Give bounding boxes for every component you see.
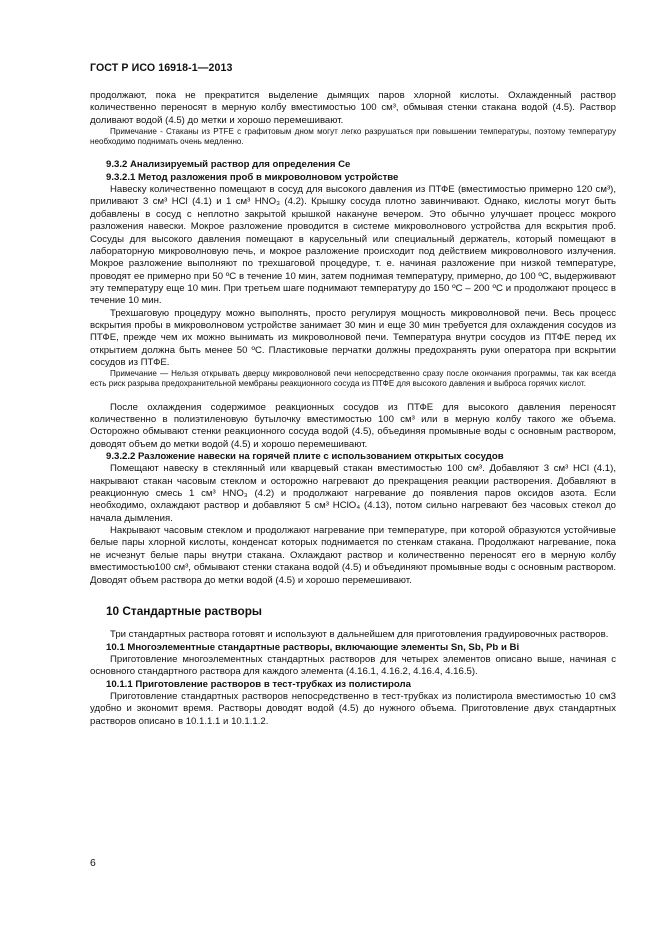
paragraph: Трехшаговую процедуру можно выполнять, просто регулируя мощность микроволновой печи. Весь процесс вскрытия пробы в микроволновом устройстве занимает 30 мин и еще 30 мин требуется для охлаждения сосудов из ПТФЕ, прежде чем их можно вынимать из микроволновой печи. Температура внутри сосудов из ПТФЕ перед их открытием должна быть менее 50 ºС. Пластиковые перчатки должны предохранять руки оператора при вскрытии сосудов из ПТФЕ. bbox=[90, 307, 616, 368]
paragraph: Приготовление стандартных растворов непосредственно в тест-трубках из полистирола вместимостью 10 см3 удобно и экономит время. Растворы доводят водой (4.5) до нужного объема. Приготовление двух стандартных растворов описано в 10.1.1.1 и 10.1.1.2. bbox=[90, 690, 616, 727]
page-number: 6 bbox=[90, 858, 96, 869]
note: Примечание - Стаканы из PTFE с графитовым дном могут легко разрушаться при повышении температуры, поэтому температуру необходимо поднимать очень медленно. bbox=[90, 127, 616, 147]
paragraph: После охлаждения содержимое реакционных сосудов из ПТФЕ для высокого давления переносят количественно в полиэтиленовую бутылочку вместимостью 100 см³ или в мерную колбу такого же объема. Осторожно обмывают стенки реакционного сосуда водой (4.5), объединяя промывные воды с основным раствором, доводят объем до метки водой (4.5) и хорошо перемешивают. bbox=[90, 401, 616, 450]
section-heading-10: 10 Стандартные растворы bbox=[106, 603, 262, 618]
paragraph: Помещают навеску в стеклянный или кварцевый стакан вместимостью 100 см³. Добавляют 3 см³ HCl (4.1), накрывают стакан часовым стеклом и осторожно нагревают до прекращения реакции растворения. Добавляют в реакционную смесь 1 см³ HNO₃ (4.2) и продолжают нагревание до появления паров оксидов азота. Если необходимо, охлаждают раствор и добавляют 5 см³ HClO₄ (4.13), потом сильно нагревают без часовых стекол до начала дымления. bbox=[90, 463, 616, 524]
paragraph: продолжают, пока не прекратится выделение дымящих паров хлорной кислоты. Охлажденный раствор количественно переносят в мерную колбу вместимостью 100 см³, обмывая стенки стакана водой (4.5). Раствор доливают водой (4.5) до метки и хорошо перемешивают. bbox=[90, 90, 616, 126]
note: Примечание — Нельзя открывать дверцу микроволновой печи непосредственно сразу после окончания программы, так как всегда есть риск разрыва предохранительной мембраны реакционного сосуда из ПТФЕ для высокого давления и выброса горячих кислот. bbox=[90, 369, 616, 389]
section-heading-10-1: 10.1 Многоэлементные стандартные растворы, включающие элементы Sn, Sb, Pb и Bi bbox=[106, 641, 520, 653]
document-header: ГОСТ Р ИСО 16918-1—2013 bbox=[90, 62, 233, 74]
section-heading-9-3-2-2: 9.3.2.2 Разложение навески на горячей плите с использованием открытых сосудов bbox=[106, 451, 504, 463]
section-heading-9-3-2: 9.3.2 Анализируемый раствор для определения Се bbox=[106, 159, 351, 171]
paragraph: Приготовление многоэлементных стандартных растворов для четырех элементов описано выше, начиная с основного стандартного раствора для каждого элемента (4.16.1, 4.16.2, 4.16.4, 4.16.5). bbox=[90, 653, 616, 678]
section-heading-9-3-2-1: 9.3.2.1 Метод разложения проб в микроволновом устройстве bbox=[106, 171, 399, 183]
section-heading-10-1-1: 10.1.1 Приготовление растворов в тест-трубках из полистирола bbox=[106, 678, 411, 690]
paragraph: Навеску количественно помещают в сосуд для высокого давления из ПТФЕ (вместимостью примерно 120 см³), приливают 3 см³ HCl (4.1) и 1 см³ HNO₃ (4.2). Крышку сосуда плотно завинчивают. Однако, кислоты могут быть добавлены в сосуд с неплотно закрытой крышкой накануне вечером. Это обычно улучшает процесс мокрого разложения навески. Мокрое разложение проводится в системе микроволнового устройства для вскрытия проб. Сосуды для высокого давления помещают в карусельный или специальный держатель, который помещают в лабораторную микроволновую печь, и мокрое разложение происходит под действием микроволнового излучения. Мокрое разложение выполняют по трехшаговой процедуре, т. е. начиная разложение при низкой температуре, проводят ее примерно при 50 ºС в течение 10 мин, затем поднимая температуру, примерно, до 100 ºС, выдерживают эту температуру еще 10 мин. При третьем шаге поднимают температуру до 150 ºС – 200 ºС и продолжают процесс в течение 10 мин. bbox=[90, 184, 616, 307]
paragraph: Три стандартных раствора готовят и используют в дальнейшем для приготовления градуировочных растворов. bbox=[110, 629, 609, 641]
paragraph: Накрывают часовым стеклом и продолжают нагревание при температуре, при которой образуются устойчивые белые пары хлорной кислоты, конденсат которых поднимается по стенкам стакана. Продолжают нагревание, пока не исчезнут белые пары внутри стакана. Охлаждают раствор и количественно переносят его в мерную колбу вместимостью100 см³, обмывают стенки стакана водой (4.5) и объединяют промывные воды с основным раствором. Доводят объем раствора до метки водой (4.5) и хорошо перемешивают. bbox=[90, 525, 616, 586]
document-body bbox=[90, 90, 616, 728]
